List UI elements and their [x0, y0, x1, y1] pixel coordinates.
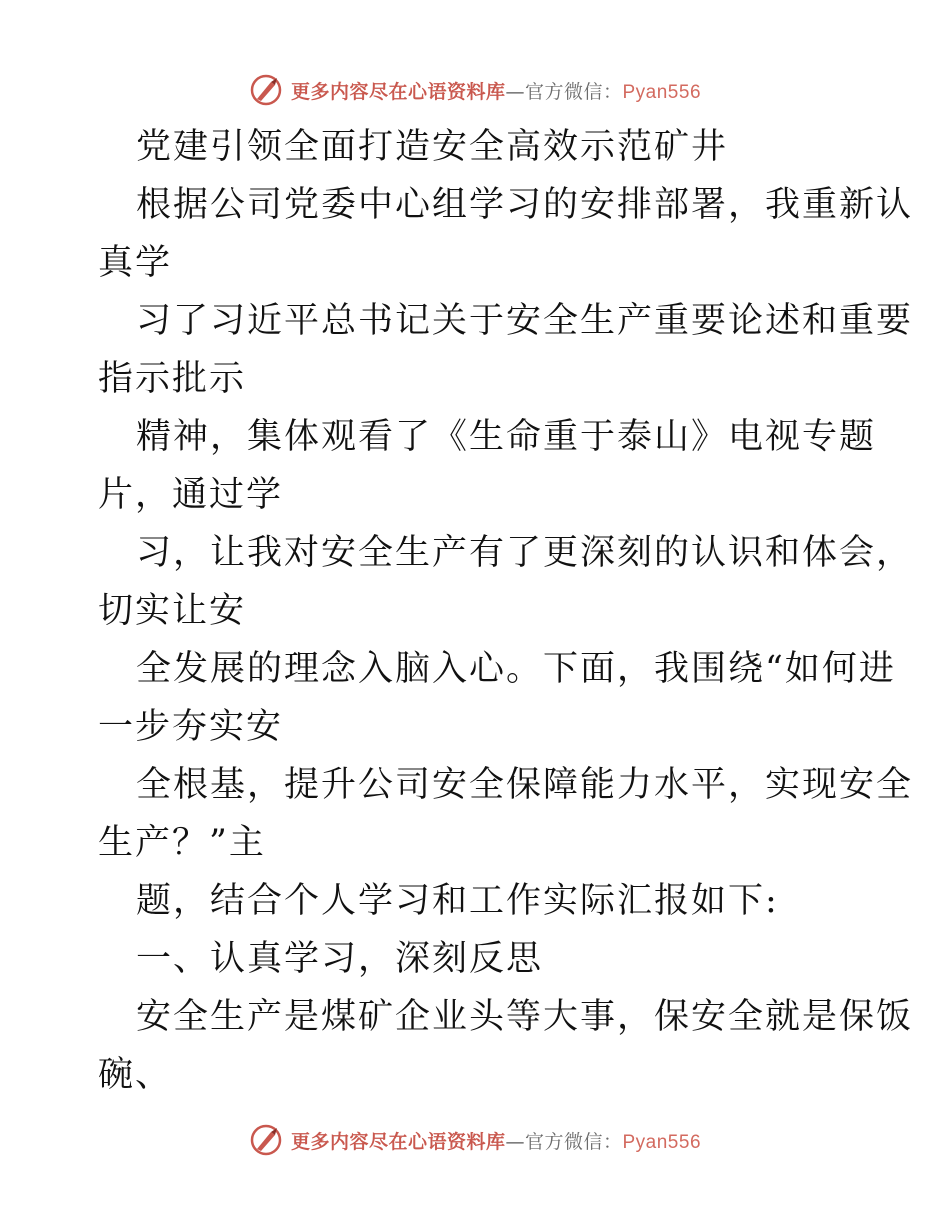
text-line: 生产？”主: [98, 823, 266, 863]
banner-dash: —: [505, 1130, 525, 1153]
banner-dash: —: [505, 80, 525, 103]
banner-wechat-id: Pyan556: [622, 1131, 702, 1153]
text-line: 指示批示: [98, 359, 247, 399]
text-line: 精神，集体观看了《生命重于泰山》电视专题: [136, 417, 877, 457]
document-body: [98, 118, 914, 1104]
text-line: 党建引领全面打造安全高效示范矿井: [136, 127, 729, 167]
text-line: 习，让我对安全生产有了更深刻的认识和体会，: [136, 533, 914, 573]
text-line: 根据公司党委中心组学习的安排部署，我重新认: [136, 185, 914, 225]
text-line: 片，通过学: [98, 475, 284, 515]
banner-main-text: 更多内容尽在心语资料库: [290, 1130, 506, 1153]
text-line: 真学: [98, 243, 173, 283]
text-line: 全根基，提升公司安全保障能力水平，实现安全: [136, 765, 914, 805]
footer-banner: [0, 1120, 950, 1160]
header-banner: [0, 70, 950, 110]
text-line: 安全生产是煤矿企业头等大事，保安全就是保饭: [136, 997, 914, 1037]
banner-sub-text: 官方微信：: [524, 80, 623, 103]
quill-logo-icon: [249, 73, 283, 107]
text-line: 一步夯实安: [98, 707, 284, 747]
text-line: 全发展的理念入脑入心。下面，我围绕“如何进: [136, 649, 896, 689]
banner-text: [291, 77, 701, 104]
text-line: 题，结合个人学习和工作实际汇报如下:: [136, 881, 779, 921]
banner-text: [291, 1127, 701, 1154]
text-line: 习了习近平总书记关于安全生产重要论述和重要: [136, 301, 914, 341]
text-line: 一、认真学习，深刻反思: [136, 939, 544, 979]
text-line: 碗、: [98, 1055, 173, 1095]
banner-sub-text: 官方微信：: [524, 1130, 623, 1153]
quill-logo-icon: [249, 1123, 283, 1157]
text-line: 切实让安: [98, 591, 247, 631]
banner-wechat-id: Pyan556: [622, 81, 702, 103]
banner-main-text: 更多内容尽在心语资料库: [290, 80, 506, 103]
